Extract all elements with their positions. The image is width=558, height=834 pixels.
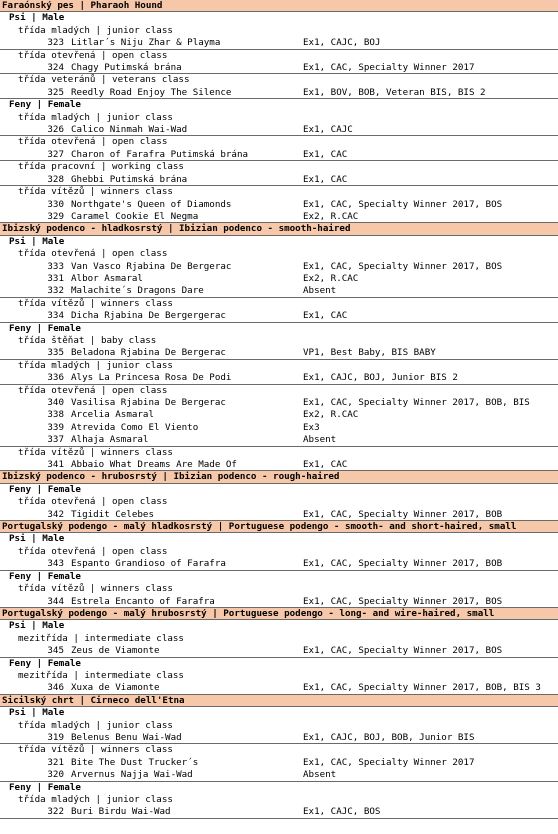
class-header — [0, 720, 558, 732]
dog-name: Northgate's Queen of Diamonds — [71, 198, 232, 210]
breed-name: Portugalský podengo - malý hrubosrstý | Portuguese podengo - long- and wire-haired, small — [2, 607, 495, 619]
class-header — [0, 186, 558, 198]
result: Ex1, CAC, Specialty Winner 2017, BOB, BIS 3 — [303, 682, 541, 694]
sex-label: Psi | Male — [9, 12, 65, 24]
sex-header — [0, 533, 558, 545]
class-label: třída otevřená | open class — [18, 384, 168, 396]
catalog-number: 330 — [47, 198, 64, 210]
result: Ex1, CAC, Specialty Winner 2017, BOB — [303, 558, 503, 570]
class-header — [0, 633, 558, 645]
sex-label: Psi | Male — [9, 235, 65, 247]
class-label: mezitřída | intermediate class — [18, 632, 184, 644]
sex-label: Feny | Female — [9, 99, 81, 111]
dog-name: Atrevida Como El Viento — [71, 421, 199, 433]
entry-row — [0, 261, 558, 273]
class-header — [0, 794, 558, 806]
result: Ex1, CAJC, BOJ, BOB, Junior BIS — [303, 731, 475, 743]
sex-header — [0, 782, 558, 794]
class-header — [0, 360, 558, 372]
entry-row — [0, 596, 558, 608]
sex-header — [0, 571, 558, 583]
result: Ex2, R.CAC — [303, 409, 359, 421]
entry-row — [0, 124, 558, 136]
breed-header — [0, 608, 558, 620]
catalog-number: 321 — [47, 756, 64, 768]
catalog-number: 343 — [47, 558, 64, 570]
catalog-number: 335 — [47, 347, 64, 359]
class-header — [0, 112, 558, 124]
catalog-number: 346 — [47, 682, 64, 694]
class-label: třída vítězů | winners class — [18, 297, 173, 309]
entry-row — [0, 397, 558, 409]
entry-row — [0, 285, 558, 297]
entry-row — [0, 174, 558, 186]
entry-row — [0, 310, 558, 322]
dog-name: Caramel Cookie El Negma — [71, 210, 199, 222]
catalog-number: 345 — [47, 645, 64, 657]
dog-name: Arcelia Asmaral — [71, 409, 154, 421]
class-label: třída veteránů | veterans class — [18, 74, 190, 86]
class-label: třída vítězů | winners class — [18, 744, 173, 756]
sex-header — [0, 236, 558, 248]
catalog-number: 334 — [47, 310, 64, 322]
sex-header — [0, 99, 558, 111]
result: Ex2, R.CAC — [303, 210, 359, 222]
result: Ex1, CAC — [303, 459, 348, 471]
sex-label: Psi | Male — [9, 620, 65, 632]
catalog-number: 322 — [47, 806, 64, 818]
class-label: mezitřída | intermediate class — [18, 669, 184, 681]
class-label: třída vítězů | winners class — [18, 186, 173, 198]
class-header — [0, 385, 558, 397]
dog-name: Alhaja Asmaral — [71, 434, 149, 446]
dog-name: Reedly Road Enjoy The Silence — [71, 86, 232, 98]
class-header — [0, 335, 558, 347]
result: Ex1, CAC, Specialty Winner 2017, BOB, BIS — [303, 397, 530, 408]
sex-header — [0, 484, 558, 496]
dog-name: Buri Birdu Wai-Wad — [71, 806, 171, 818]
entry-row — [0, 645, 558, 657]
entry-row — [0, 211, 558, 223]
sex-header — [0, 620, 558, 632]
class-label: třída vítězů | winners class — [18, 446, 173, 458]
catalog-number: 341 — [47, 459, 64, 471]
catalog-number: 339 — [47, 421, 64, 433]
breed-header — [0, 223, 558, 235]
dog-name: Estrela Encanto of Farafra — [71, 595, 215, 607]
result: Ex1, CAJC, BOJ — [303, 37, 381, 49]
class-header — [0, 298, 558, 310]
class-label: třída otevřená | open class — [18, 248, 168, 260]
class-header — [0, 74, 558, 86]
class-header — [0, 447, 558, 459]
sex-label: Psi | Male — [9, 707, 65, 719]
catalog-number: 342 — [47, 508, 64, 520]
result: Absent — [303, 434, 337, 446]
class-header — [0, 248, 558, 260]
result: Ex1, CAC, Specialty Winner 2017, BOB — [303, 508, 503, 520]
dog-name: Xuxa de Viamonte — [71, 682, 160, 694]
result: Ex1, BOV, BOB, Veteran BIS, BIS 2 — [303, 86, 486, 98]
dog-name: Zeus de Viamonte — [71, 645, 160, 657]
catalog-number: 331 — [47, 272, 64, 284]
sex-label: Feny | Female — [9, 781, 81, 793]
class-label: třída mladých | junior class — [18, 24, 173, 36]
dog-name: Ghebbi Putimská brána — [71, 173, 188, 185]
breed-header — [0, 521, 558, 533]
result: VP1, Best Baby, BIS BABY — [303, 347, 436, 359]
dog-name: Vasilisa Rjabina De Bergerac — [71, 397, 226, 408]
result: Absent — [303, 769, 337, 781]
entry-row — [0, 509, 558, 521]
catalog-number: 336 — [47, 372, 64, 384]
result: Ex1, CAJC — [303, 124, 353, 136]
result: Ex1, CAC, Specialty Winner 2017, BOS — [303, 645, 503, 657]
catalog-number: 325 — [47, 86, 64, 98]
dog-name: Abbaio What Dreams Are Made Of — [71, 459, 237, 471]
class-label: třída pracovní | working class — [18, 161, 184, 173]
entry-row — [0, 682, 558, 694]
sex-header — [0, 707, 558, 719]
catalog-number: 338 — [47, 409, 64, 421]
catalog-number: 324 — [47, 62, 64, 74]
dog-name: Chagy Putimská brána — [71, 62, 182, 74]
breed-name: Sicilský chrt | Cirneco dell'Etna — [2, 694, 185, 706]
catalog-number: 327 — [47, 148, 64, 160]
catalog-number: 340 — [47, 397, 64, 408]
breed-name: Ibizský podenco - hladkosrstý | Ibizian podenco - smooth-haired — [2, 223, 351, 235]
sex-header — [0, 658, 558, 670]
class-header — [0, 670, 558, 682]
class-header — [0, 496, 558, 508]
result: Ex1, CAJC, BOS — [303, 806, 381, 818]
catalog-number: 319 — [47, 731, 64, 743]
catalog-number: 333 — [47, 260, 64, 272]
result: Ex1, CAC — [303, 148, 348, 160]
dog-name: Litlar´s Niju Zhar & Playma — [71, 37, 221, 49]
class-label: třída mladých | junior class — [18, 111, 173, 123]
catalog-number: 320 — [47, 769, 64, 781]
result: Ex2, R.CAC — [303, 272, 359, 284]
catalog-number: 337 — [47, 434, 64, 446]
breed-header — [0, 471, 558, 483]
dog-name: Bite The Dust Trucker´s — [71, 756, 199, 768]
breed-name: Ibizský podenco - hrubosrstý | Ibizian podenco - rough-haired — [2, 471, 340, 483]
catalog-number: 328 — [47, 173, 64, 185]
dog-name: Malachite´s Dragons Dare — [71, 285, 204, 297]
class-label: třída otevřená | open class — [18, 496, 168, 508]
result: Ex1, CAC, Specialty Winner 2017 — [303, 62, 475, 74]
entry-row — [0, 769, 558, 781]
entry-row — [0, 732, 558, 744]
class-label: třída mladých | junior class — [18, 794, 173, 805]
catalog-number: 323 — [47, 37, 64, 49]
class-header — [0, 744, 558, 756]
result: Ex1, CAC, Specialty Winner 2017, BOS — [303, 198, 503, 210]
breed-name: Faraónský pes | Pharaoh Hound — [2, 0, 163, 11]
catalog-number: 329 — [47, 210, 64, 222]
result: Ex1, CAC, Specialty Winner 2017, BOS — [303, 595, 503, 607]
dog-name: Beladona Rjabina De Bergerac — [71, 347, 226, 359]
result: Ex3 — [303, 421, 320, 433]
entry-row — [0, 558, 558, 570]
class-label: třída otevřená | open class — [18, 136, 168, 148]
dog-name: Espanto Grandioso of Farafra — [71, 558, 226, 570]
entry-row — [0, 37, 558, 49]
entry-row — [0, 199, 558, 211]
entry-row — [0, 757, 558, 769]
entry-row — [0, 434, 558, 446]
result: Ex1, CAC, Specialty Winner 2017, BOS — [303, 260, 503, 272]
breed-name: Portugalský podengo - malý hladkosrstý | Portuguese podengo - smooth- and short-haired, small — [2, 521, 517, 533]
catalog-number: 326 — [47, 124, 64, 136]
dog-name: Alys La Princesa Rosa De Podi — [71, 372, 232, 384]
dog-name: Van Vasco Rjabina De Bergerac — [71, 260, 232, 272]
entry-row — [0, 422, 558, 434]
entry-row — [0, 273, 558, 285]
dog-name: Tigidit Celebes — [71, 508, 154, 520]
result: Ex1, CAC — [303, 310, 348, 322]
class-label: třída otevřená | open class — [18, 49, 168, 61]
entry-row — [0, 409, 558, 421]
sex-label: Feny | Female — [9, 483, 81, 495]
result: Ex1, CAC — [303, 173, 348, 185]
result: Ex1, CAJC, BOJ, Junior BIS 2 — [303, 372, 458, 384]
class-header — [0, 136, 558, 148]
sex-label: Feny | Female — [9, 322, 81, 334]
class-header — [0, 583, 558, 595]
class-label: třída mladých | junior class — [18, 359, 173, 371]
dog-name: Calico Ninmah Wai-Wad — [71, 124, 188, 136]
sex-header — [0, 12, 558, 24]
sex-label: Feny | Female — [9, 570, 81, 582]
dog-name: Albor Asmaral — [71, 272, 143, 284]
entry-row — [0, 459, 558, 471]
catalog-number: 344 — [47, 595, 64, 607]
class-label: třída mladých | junior class — [18, 719, 173, 731]
result: Absent — [303, 285, 337, 297]
class-label: třída vítězů | winners class — [18, 583, 173, 595]
dog-name: Dicha Rjabina De Bergergerac — [71, 310, 226, 322]
class-label: třída otevřená | open class — [18, 545, 168, 557]
dog-name: Belenus Benu Wai-Wad — [71, 731, 182, 743]
entry-row — [0, 62, 558, 74]
class-header — [0, 50, 558, 62]
sex-label: Psi | Male — [9, 533, 65, 545]
dog-name: Charon of Farafra Putimská brána — [71, 148, 249, 160]
class-label: třída štěňat | baby class — [18, 334, 157, 346]
sex-label: Feny | Female — [9, 657, 81, 669]
entry-row — [0, 149, 558, 161]
class-header — [0, 161, 558, 173]
sex-header — [0, 323, 558, 335]
entry-row — [0, 347, 558, 359]
breed-header — [0, 0, 558, 12]
class-header — [0, 25, 558, 37]
dog-name: Arvernus Najja Wai-Wad — [71, 769, 193, 781]
class-header — [0, 546, 558, 558]
entry-row — [0, 806, 558, 818]
entry-row — [0, 372, 558, 384]
result: Ex1, CAC, Specialty Winner 2017 — [303, 756, 475, 768]
entry-row — [0, 87, 558, 99]
catalog-number: 332 — [47, 285, 64, 297]
breed-header — [0, 695, 558, 707]
